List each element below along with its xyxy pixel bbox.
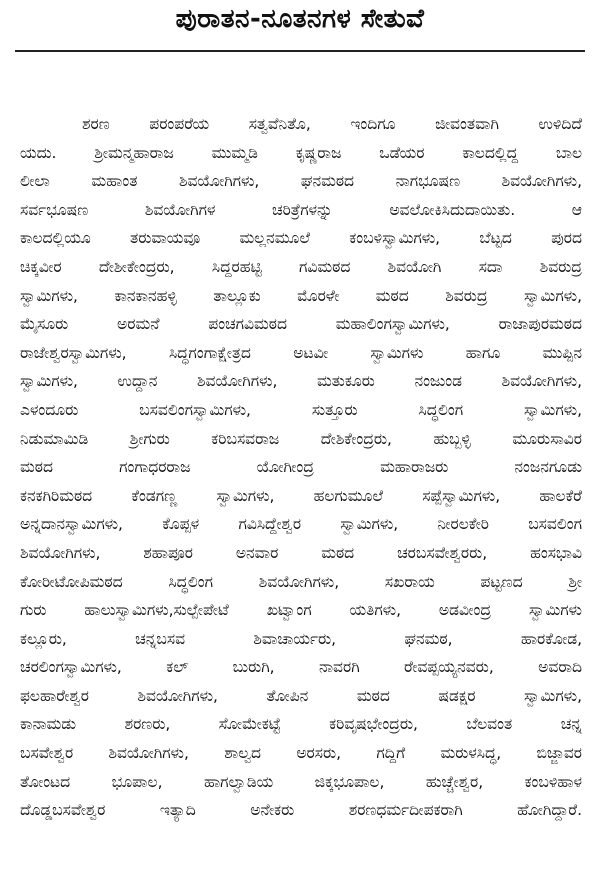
text-line: ಮೈಸೂರು ಅರಮನೆ ಪಂಚಗವಿಮಠದ ಮಹಾಲಿಂಗಸ್ವಾಮಿಗಳು, ರಾಜಾಪುರಮಠದ <box>20 315 582 334</box>
text-line: ಗುರು ಹಾಲುಸ್ವಾಮಿಗಳು,ಸುಲ್ಪೇಪೇಟೆ ಖಟ್ವಾಂಗ ಯತಿಗಳು, ಅಡವೀಂದ್ರ ಸ್ವಾಮಿಗಳು <box>20 601 582 620</box>
page-title: ಪುರಾತನ-ನೂತನಗಳ ಸೇತುವೆ <box>175 4 425 34</box>
title-rule <box>15 50 585 52</box>
text-line: ಬಸವೇಶ್ವರ ಶಿವಯೋಗಿಗಳು, ಶಾಲ್ವದ ಅರಸರು, ಗದ್ದಿಗೆ ಮರುಳಸಿದ್ಧ, ಬಿಜ್ಜಾವರ <box>20 744 582 763</box>
text-line: ಯದು. ಶ್ರೀಮನ್ಮಹಾರಾಜ ಮುಮ್ಮಡಿ ಕೃಷ್ಣರಾಜ ಒಡೆಯರ ಕಾಲದಲ್ಲಿದ್ದ ಬಾಲ <box>20 143 582 162</box>
text-line: ಕೋರೀಟೋಪಿಮಠದ ಸಿದ್ಧಲಿಂಗ ಶಿವಯೋಗಿಗಳು, ಸಖರಾಯ ಪಟ್ಟಣದ ಶ್ರೀ <box>20 572 582 591</box>
text-line: ಲೀಲಾ ಮಹಾಂತ ಶಿವಯೋಗಿಗಳು, ಘನಮಠದ ನಾಗಭೂಷಣ ಶಿವಯೋಗಿಗಳು, <box>20 172 582 191</box>
text-line: ನಿಡುಮಾಮಿಡಿ ಶ್ರೀಗುರು ಕರಿಬಸವರಾಜ ದೇಶಿಕೇಂದ್ರರು, ಹುಬ್ಬಳ್ಳಿ ಮೂರುಸಾವಿರ <box>20 429 582 448</box>
text-line: ಸ್ವಾಮಿಗಳು, ಕಾನಕಾನಹಳ್ಳಿ ತಾಲ್ಲೂಕು ಮೊರಳೇ ಮಠದ ಶಿವರುದ್ರ ಸ್ವಾಮಿಗಳು, <box>20 286 582 305</box>
text-line: ಎಳಂದೂರು ಬಸವಲಿಂಗಸ್ವಾಮಿಗಳು, ಸುತ್ತೂರು ಸಿದ್ಧಲಿಂಗ ಸ್ವಾಮಿಗಳು, <box>20 400 582 419</box>
text-line: ದೊಡ್ಡಬಸವೇಶ್ವರ ಇತ್ಯಾದಿ ಅನೇಕರು ಶರಣಧರ್ಮದೀಪಕರಾಗಿ ಹೋಗಿದ್ದಾರೆ. <box>20 801 582 820</box>
text-line: ಶಿವಯೋಗಿಗಳು, ಶಹಾಪೂರ ಅನವಾರ ಮಠದ ಚರಬಸವೇಶ್ವರರು, ಹಂಸಭಾವಿ <box>20 543 582 562</box>
text-line: ರಾಜೇಶ್ವರಸ್ವಾಮಿಗಳು, ಸಿದ್ಧಗಂಗಾಕ್ಷೇತ್ರದ ಅಟವೀ ಸ್ವಾಮಿಗಳು ಹಾಗೂ ಮುಪ್ಪಿನ <box>20 343 582 362</box>
text-line: ಮಠದ ಗಂಗಾಧರರಾಜ ಯೋಗೀಂದ್ರ ಮಹಾರಾಜರು ನಂಜನಗೂಡು <box>20 458 582 477</box>
body-paragraph <box>20 110 582 825</box>
text-line: ಫಲಹಾರೇಶ್ವರ ಶಿವಯೋಗಿಗಳು, ತೋಪಿನ ಮಠದ ಷಡಕ್ಷರ ಸ್ವಾಮಿಗಳು, <box>20 686 582 705</box>
text-line: ಕನಕಗಿರಿಮಠದ ಕೆಂಡಗಣ್ಣ ಸ್ವಾಮಿಗಳು, ಹಲಗುಮೂಲೆ ಸಪ್ಪೆಸ್ವಾಮಿಗಳು, ಹಾಲಕೆರೆ <box>20 486 582 505</box>
text-line: ಚರಲಿಂಗಸ್ವಾಮಿಗಳು, ಕಲ್ ಬುರುಗಿ, ನಾವರಗಿ ರೇವಪ್ಪಯ್ಯನವರು, ಅವರಾದಿ <box>20 658 582 677</box>
text-line: ಶರಣ ಪರಂಪರೆಯ ಸತ್ವವೆನಿತೊ, ಇಂದಿಗೂ ಜೀವಂತವಾಗಿ ಉಳಿದಿದೆ <box>82 115 582 133</box>
text-line: ಸ್ವಾಮಿಗಳು, ಉದ್ದಾನ ಶಿವಯೋಗಿಗಳು, ಮತುಕೂರು ನಂಜುಂಡ ಶಿವಯೋಗಿಗಳು, <box>20 372 582 391</box>
text-line: ಕಲ್ಲೂರು, ಚನ್ನಬಸವ ಶಿವಾಚಾರ್ಯರು, ಘನಮಠ, ಹಾರಕೋಡ, <box>20 629 582 648</box>
text-line: ತೋಂಟದ ಭೂಪಾಲ, ಹಾಗಲ್ವಾಡಿಯ ಜಿಕ್ಕಭೂಪಾಲ, ಹುಚ್ಚೇಶ್ವರ, ಕಂಬಳಿಹಾಳ <box>20 772 582 791</box>
text-line: ಕಾಲದಲ್ಲಿಯೂ ತರುವಾಯವೂ ಮಲ್ಲನಮೂಲೆ ಕಂಬಳಿಸ್ವಾಮಿಗಳು, ಬೆಟ್ಟದ ಪುರದ <box>20 229 582 248</box>
text-line: ಸರ್ವಭೂಷಣ ಶಿವಯೋಗಿಗಳ ಚರಿತ್ರೆಗಳನ್ನು ಅವಲೋಕಿಸಿದುದಾಯಿತು. ಆ <box>20 200 582 219</box>
text-line: ಅನ್ನದಾನಸ್ವಾಮಿಗಳು, ಕೊಪ್ಪಳ ಗವಿಸಿದ್ದೇಶ್ವರ ಸ್ವಾಮಿಗಳು, ನೀರಲಕೇರಿ ಬಸವಲಿಂಗ <box>20 515 582 534</box>
text-line: ಚಿಕ್ಕವೀರ ದೇಶೀಕೇಂದ್ರರು, ಸಿದ್ದರಹಟ್ಟಿ ಗವಿಮಠದ ಶಿವಯೋಗಿ ಸದಾ ಶಿವರುದ್ರ <box>20 257 582 276</box>
text-line: ಕಾನಾಮಡು ಶರಣರು, ಸೋಮೇಕಟ್ಟೆ ಕರಿವೃಷಭೇಂದ್ರರು, ಬೆಲವಂತ ಚನ್ನ <box>20 715 582 734</box>
